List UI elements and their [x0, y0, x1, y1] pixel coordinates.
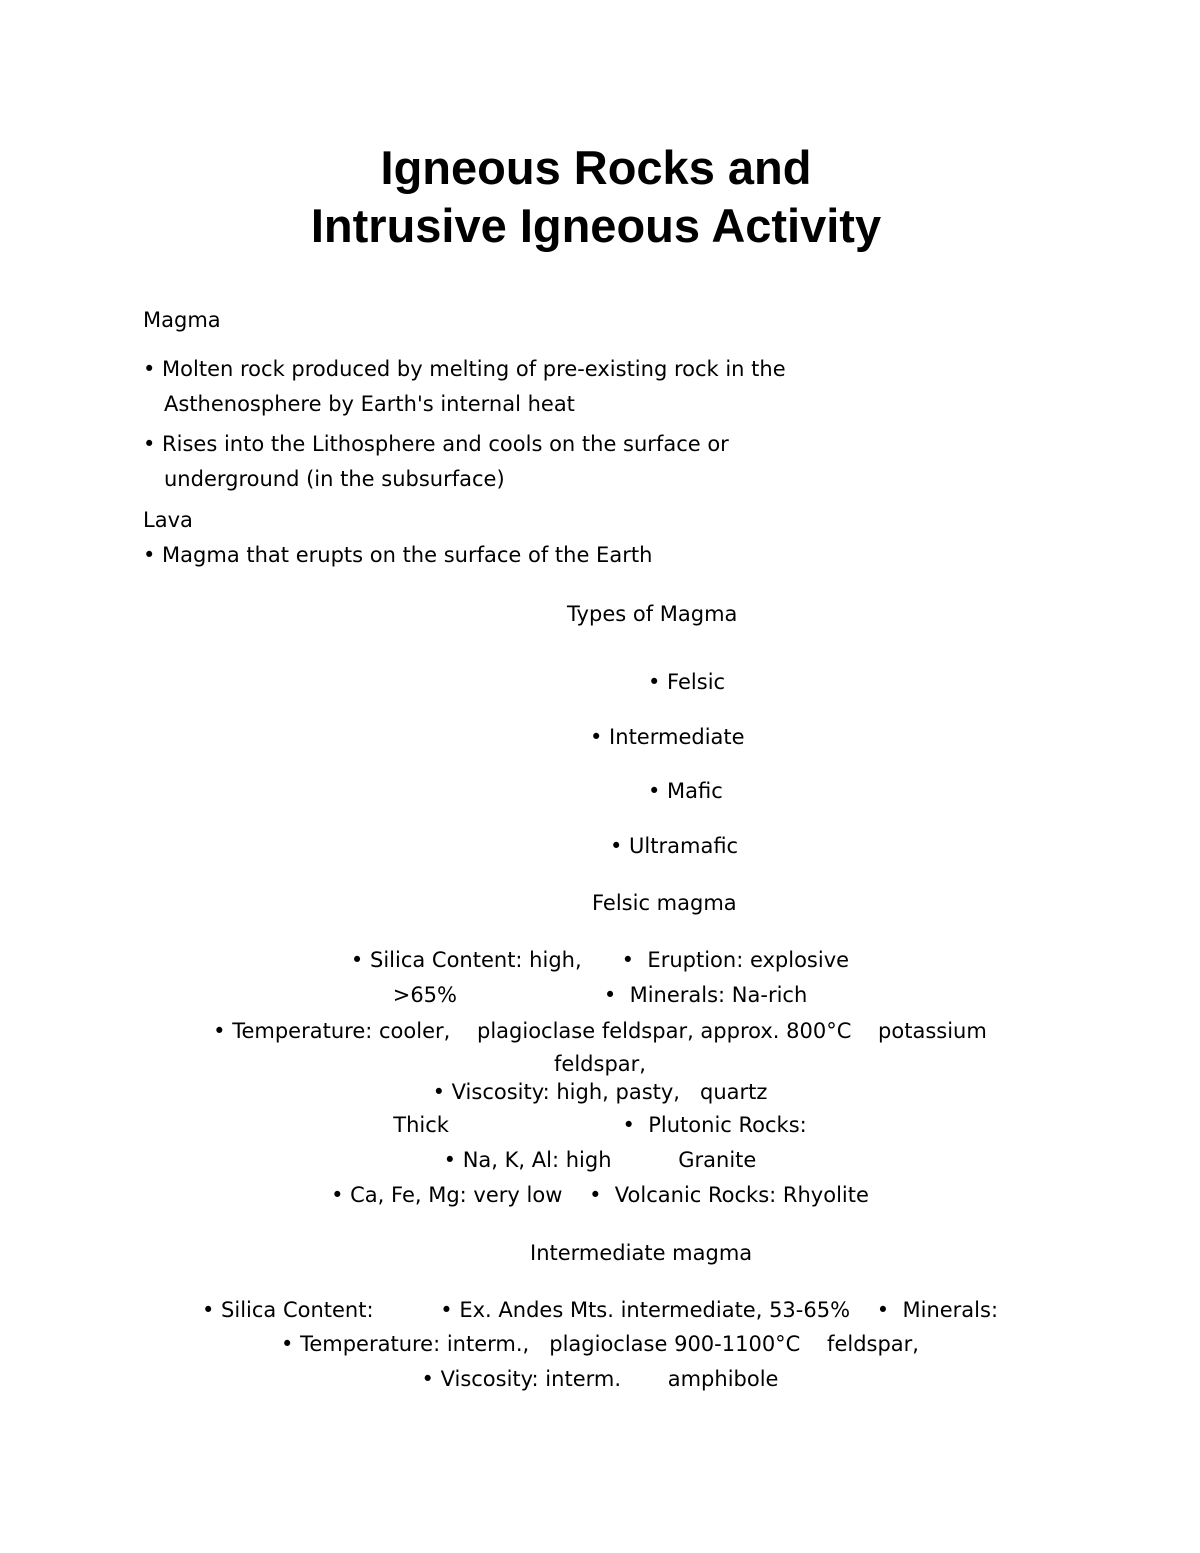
lava-heading: Lava [143, 508, 193, 532]
types-item-felsic: • Felsic [648, 670, 726, 694]
types-item-intermediate: • Intermediate [590, 725, 745, 749]
magma-bullet-2-line-1: • Rises into the Lithosphere and cools on the surface or [143, 432, 729, 456]
intermediate-line-1: • Silica Content: • Ex. Andes Mts. intermediate, 53-65% • Minerals: [201, 1298, 999, 1322]
magma-heading: Magma [143, 308, 221, 332]
intermediate-heading: Intermediate magma [530, 1241, 753, 1265]
felsic-heading: Felsic magma [592, 891, 737, 915]
intermediate-line-3: • Viscosity: interm. amphibole [421, 1367, 779, 1391]
types-heading: Types of Magma [567, 602, 738, 626]
magma-bullet-1-line-1: • Molten rock produced by melting of pre-existing rock in the [143, 357, 786, 381]
felsic-line-6: Thick • Plutonic Rocks: [393, 1113, 807, 1137]
felsic-line-1: • Silica Content: high, • Eruption: explosive [350, 948, 850, 972]
felsic-line-5: • Viscosity: high, pasty, quartz [432, 1080, 768, 1104]
lava-bullet-1: • Magma that erupts on the surface of the Earth [143, 543, 653, 567]
magma-bullet-1-line-2: Asthenosphere by Earth's internal heat [164, 392, 575, 416]
magma-bullet-2-line-2: underground (in the subsurface) [164, 467, 505, 491]
page-title-line-1: Igneous Rocks and [380, 141, 812, 194]
types-item-mafic: • Mafic [648, 779, 723, 803]
felsic-line-2: >65% • Minerals: Na-rich [392, 983, 808, 1007]
page-title-line-2: Intrusive Igneous Activity [310, 199, 882, 252]
felsic-line-4: feldspar, [554, 1052, 646, 1076]
types-item-ultramafic: • Ultramafic [610, 834, 739, 858]
felsic-line-8: • Ca, Fe, Mg: very low • Volcanic Rocks: Rhyolite [331, 1183, 869, 1207]
felsic-line-7: • Na, K, Al: high Granite [443, 1148, 757, 1172]
felsic-line-3: • Temperature: cooler, plagioclase feldspar, approx. 800°C potassium [213, 1019, 987, 1043]
intermediate-line-2: • Temperature: interm., plagioclase 900-1100°C feldspar, [281, 1332, 919, 1356]
